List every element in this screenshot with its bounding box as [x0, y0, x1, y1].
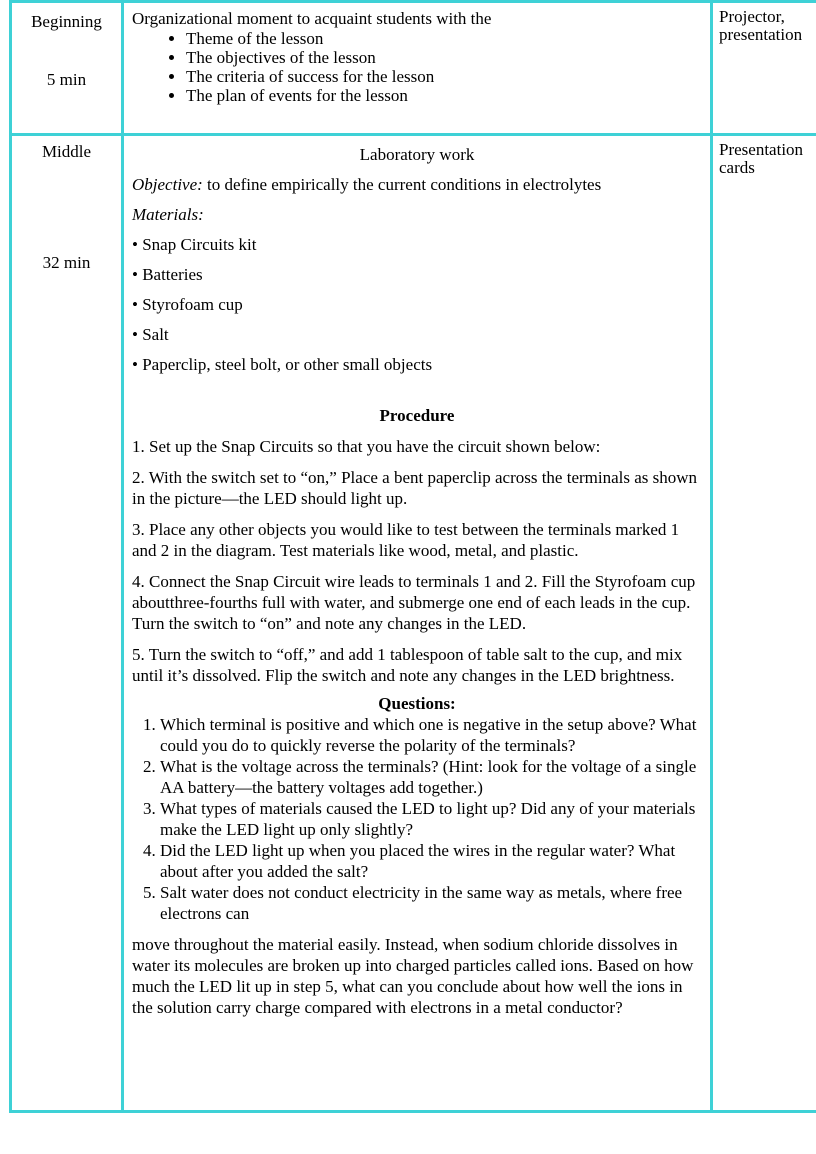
stage-name: Middle — [41, 142, 92, 161]
question-item: 1. Which terminal is positive and which one is negative in the setup above? What could you do to quickly reverse the polarity of the terminals? — [160, 714, 702, 756]
material-item: • Snap Circuits kit — [132, 235, 257, 254]
procedure-step: 3. Place any other objects you would like to test between the terminals marked 1 and 2 in the diagram. Test materials like wood, metal, and plastic. — [132, 520, 680, 560]
list-item: • The plan of events for the lesson — [186, 86, 710, 105]
lab-block — [124, 136, 710, 1018]
objective — [132, 175, 702, 195]
intro-text: Organizational moment to acquaint students with the — [132, 9, 492, 28]
procedure-step: 5. Turn the switch to “off,” and add 1 tablespoon of table salt to the cup, and mix until it’s dissolved. Flip the switch and note any changes in the LED brightness. — [132, 645, 683, 685]
intro-block — [124, 3, 710, 105]
resources-cell — [712, 135, 816, 1112]
questions-list — [132, 714, 702, 924]
procedure-step: 2. With the switch set to “on,” Place a bent paperclip across the terminals as shown in the picture—the LED should light up. — [132, 468, 698, 508]
table-row — [11, 135, 816, 1112]
procedure-step: 4. Connect the Snap Circuit wire leads to terminals 1 and 2. Fill the Styrofoam cup aboutthree-fourths full with water, and submerge one end of each leads in the cup. Turn the switch to “on” and note any changes in the LED. — [132, 572, 696, 633]
procedure-step: 1. Set up the Snap Circuits so that you have the circuit shown below: — [132, 437, 601, 456]
material-item: • Salt — [132, 325, 169, 344]
stage-name: Beginning — [31, 12, 102, 31]
question-item: 4. Did the LED light up when you placed the wires in the regular water? What about after you added the salt? — [160, 840, 702, 882]
resources-cell — [712, 2, 816, 135]
questions-title: Questions: — [378, 694, 456, 713]
resources-text: Projector, presentation — [719, 7, 803, 44]
intro-bullet-list — [132, 29, 710, 105]
activity-cell — [123, 2, 712, 135]
materials-heading — [132, 205, 702, 225]
list-item: • Theme of the lesson — [186, 29, 710, 48]
lesson-plan-table — [9, 0, 816, 1113]
question-item: 5. Salt water does not conduct electricity in the same way as metals, where free electrons can — [160, 882, 702, 924]
lab-title: Laboratory work — [359, 145, 475, 164]
question-item: 2. What is the voltage across the terminals? (Hint: look for the voltage of a single AA battery—the battery voltages add together.) — [160, 756, 702, 798]
stage-time: 32 min — [42, 253, 91, 272]
stage-cell — [11, 2, 123, 135]
material-item: • Paperclip, steel bolt, or other small objects — [132, 355, 433, 374]
materials-label: Materials: — [132, 205, 204, 224]
material-item: • Batteries — [132, 265, 203, 284]
resources-text: Presentation cards — [719, 140, 804, 177]
material-item: • Styrofoam cup — [132, 295, 243, 314]
list-item: • The objectives of the lesson — [186, 48, 710, 67]
activity-cell — [123, 135, 712, 1112]
table-row — [11, 2, 816, 135]
stage-cell — [11, 135, 123, 1112]
objective-text: to define empirically the current conditions in electrolytes — [202, 175, 602, 194]
objective-label: Objective: — [132, 175, 203, 194]
list-item: • The criteria of success for the lesson — [186, 67, 710, 86]
procedure-title: Procedure — [379, 406, 455, 425]
question-continuation: move throughout the material easily. Instead, when sodium chloride dissolves in water its molecules are broken up into charged particles called ions. Based on how much the LED lit up in step 5, what can you conclude about how well the ions in the solution carry charge compared with electrons in a metal conductor? — [132, 935, 694, 1017]
stage-time: 5 min — [46, 70, 87, 89]
question-item: 3. What types of materials caused the LED to light up? Did any of your materials make the LED light up only slightly? — [160, 798, 702, 840]
